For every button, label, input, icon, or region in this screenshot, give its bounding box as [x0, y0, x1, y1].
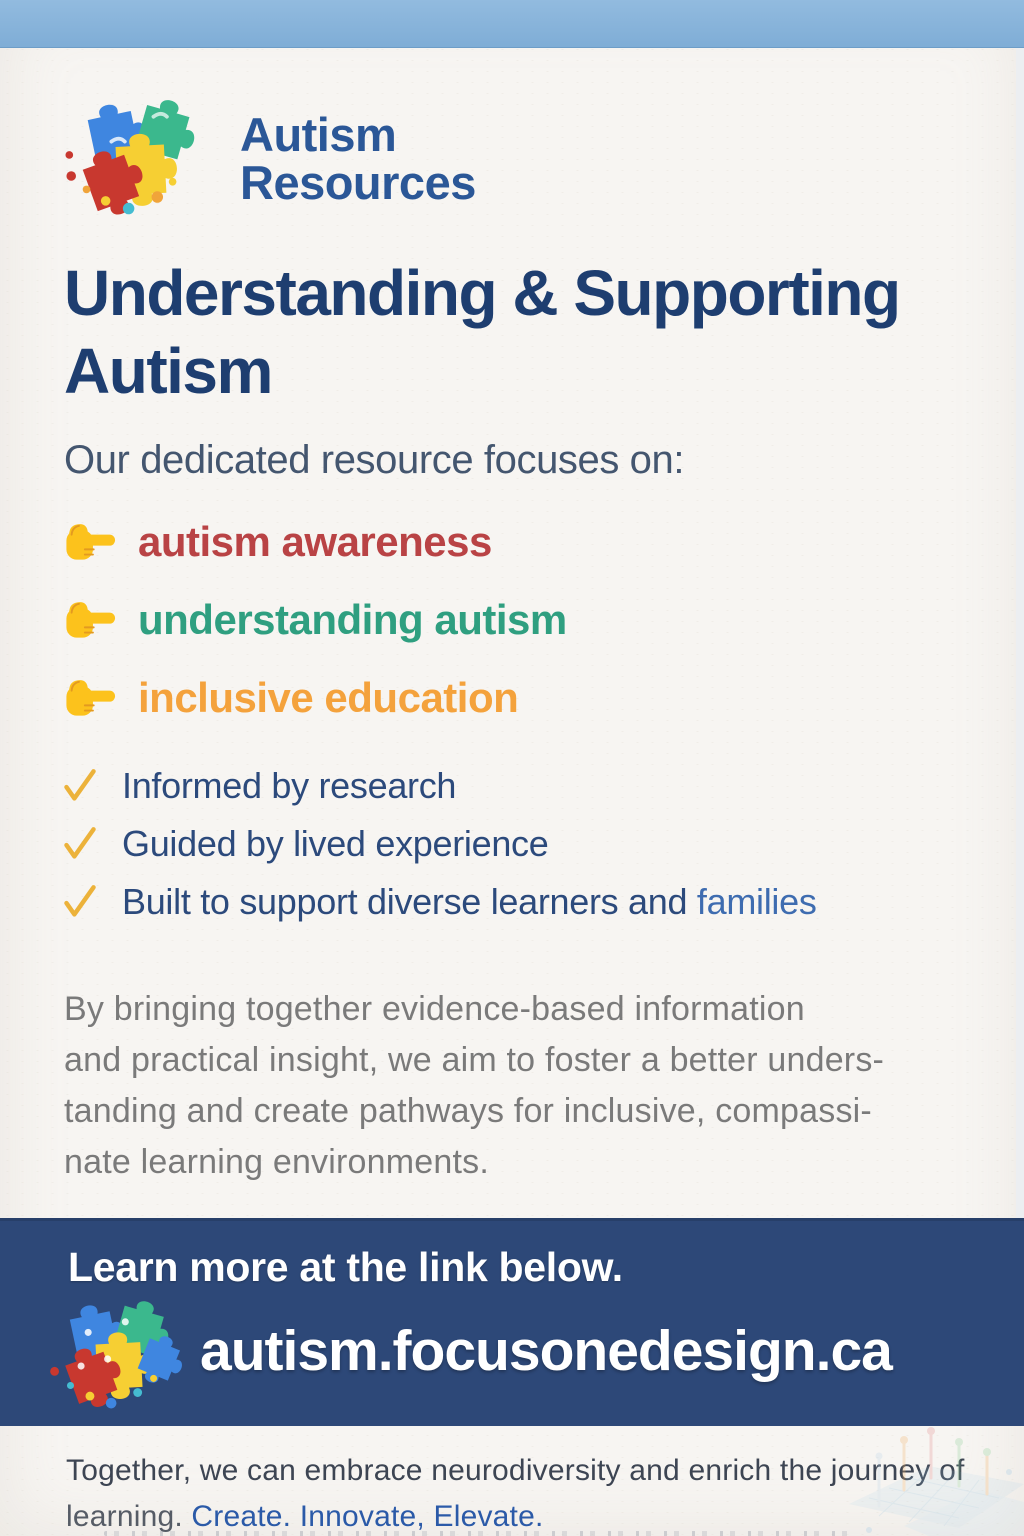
website-url-link[interactable]: autism.focusonedesign.ca [200, 1319, 892, 1383]
list-item [62, 672, 567, 724]
checkmark-icon [62, 768, 98, 804]
list-item [62, 594, 567, 646]
footer-line2 [66, 1494, 966, 1536]
checkmark-icon [62, 826, 98, 862]
brand-name [240, 108, 476, 209]
focus-label: autism awareness [138, 518, 492, 565]
list-item [62, 880, 817, 924]
right-edge-strip [1016, 48, 1024, 1218]
subtitle: Our dedicated resource focuses on: [64, 438, 685, 482]
check-label [122, 823, 548, 865]
focus-label: understanding autism [138, 596, 567, 643]
paragraph-line: and practical insight, we aim to foster a better unders- [64, 1041, 885, 1079]
paragraph-line: By bringing together evidence-based information [64, 990, 805, 1028]
puzzle-pieces-icon [44, 1290, 196, 1412]
cut-off-text-line [104, 1531, 849, 1536]
banner-headline: Learn more at the link below. [68, 1244, 623, 1290]
focus-list [62, 516, 567, 750]
pointing-finger-icon [62, 596, 118, 644]
pointing-finger-icon [62, 518, 118, 566]
footer-line2-prefix: learning. [66, 1500, 192, 1533]
check-list [62, 764, 817, 938]
brand-logo [58, 88, 476, 220]
pointing-finger-icon [62, 674, 118, 722]
brand-name-line1: Autism [240, 108, 397, 162]
paragraph-line: tanding and create pathways for inclusive, compassi- [64, 1092, 872, 1130]
footer-tagline: Create. Innovate, Elevate. [191, 1500, 544, 1533]
link-banner [0, 1218, 1024, 1426]
puzzle-pieces-icon [58, 88, 226, 220]
list-item [62, 822, 817, 866]
brand-name-line2: Resources [240, 156, 476, 209]
top-blue-bar [0, 0, 1024, 48]
check-text: Guided by lived experience [122, 823, 549, 864]
checkmark-icon [62, 884, 98, 920]
check-text-highlight: families [696, 881, 817, 922]
check-label [122, 881, 817, 923]
check-text: Built to support diverse learners and [122, 881, 697, 922]
check-label [122, 765, 456, 807]
body-paragraph [64, 984, 984, 1188]
list-item [62, 764, 817, 808]
paragraph-line: nate learning environments. [64, 1143, 489, 1181]
focus-label: inclusive education [138, 674, 519, 721]
list-item [62, 516, 567, 568]
footer-line1: Together, we can embrace neurodiversity and enrich the journey of [66, 1454, 965, 1487]
footer-message [66, 1448, 966, 1536]
page-title: Understanding & Supporting Autism [64, 257, 900, 408]
check-text: Informed by research [122, 765, 457, 806]
banner-link-row [44, 1290, 892, 1412]
